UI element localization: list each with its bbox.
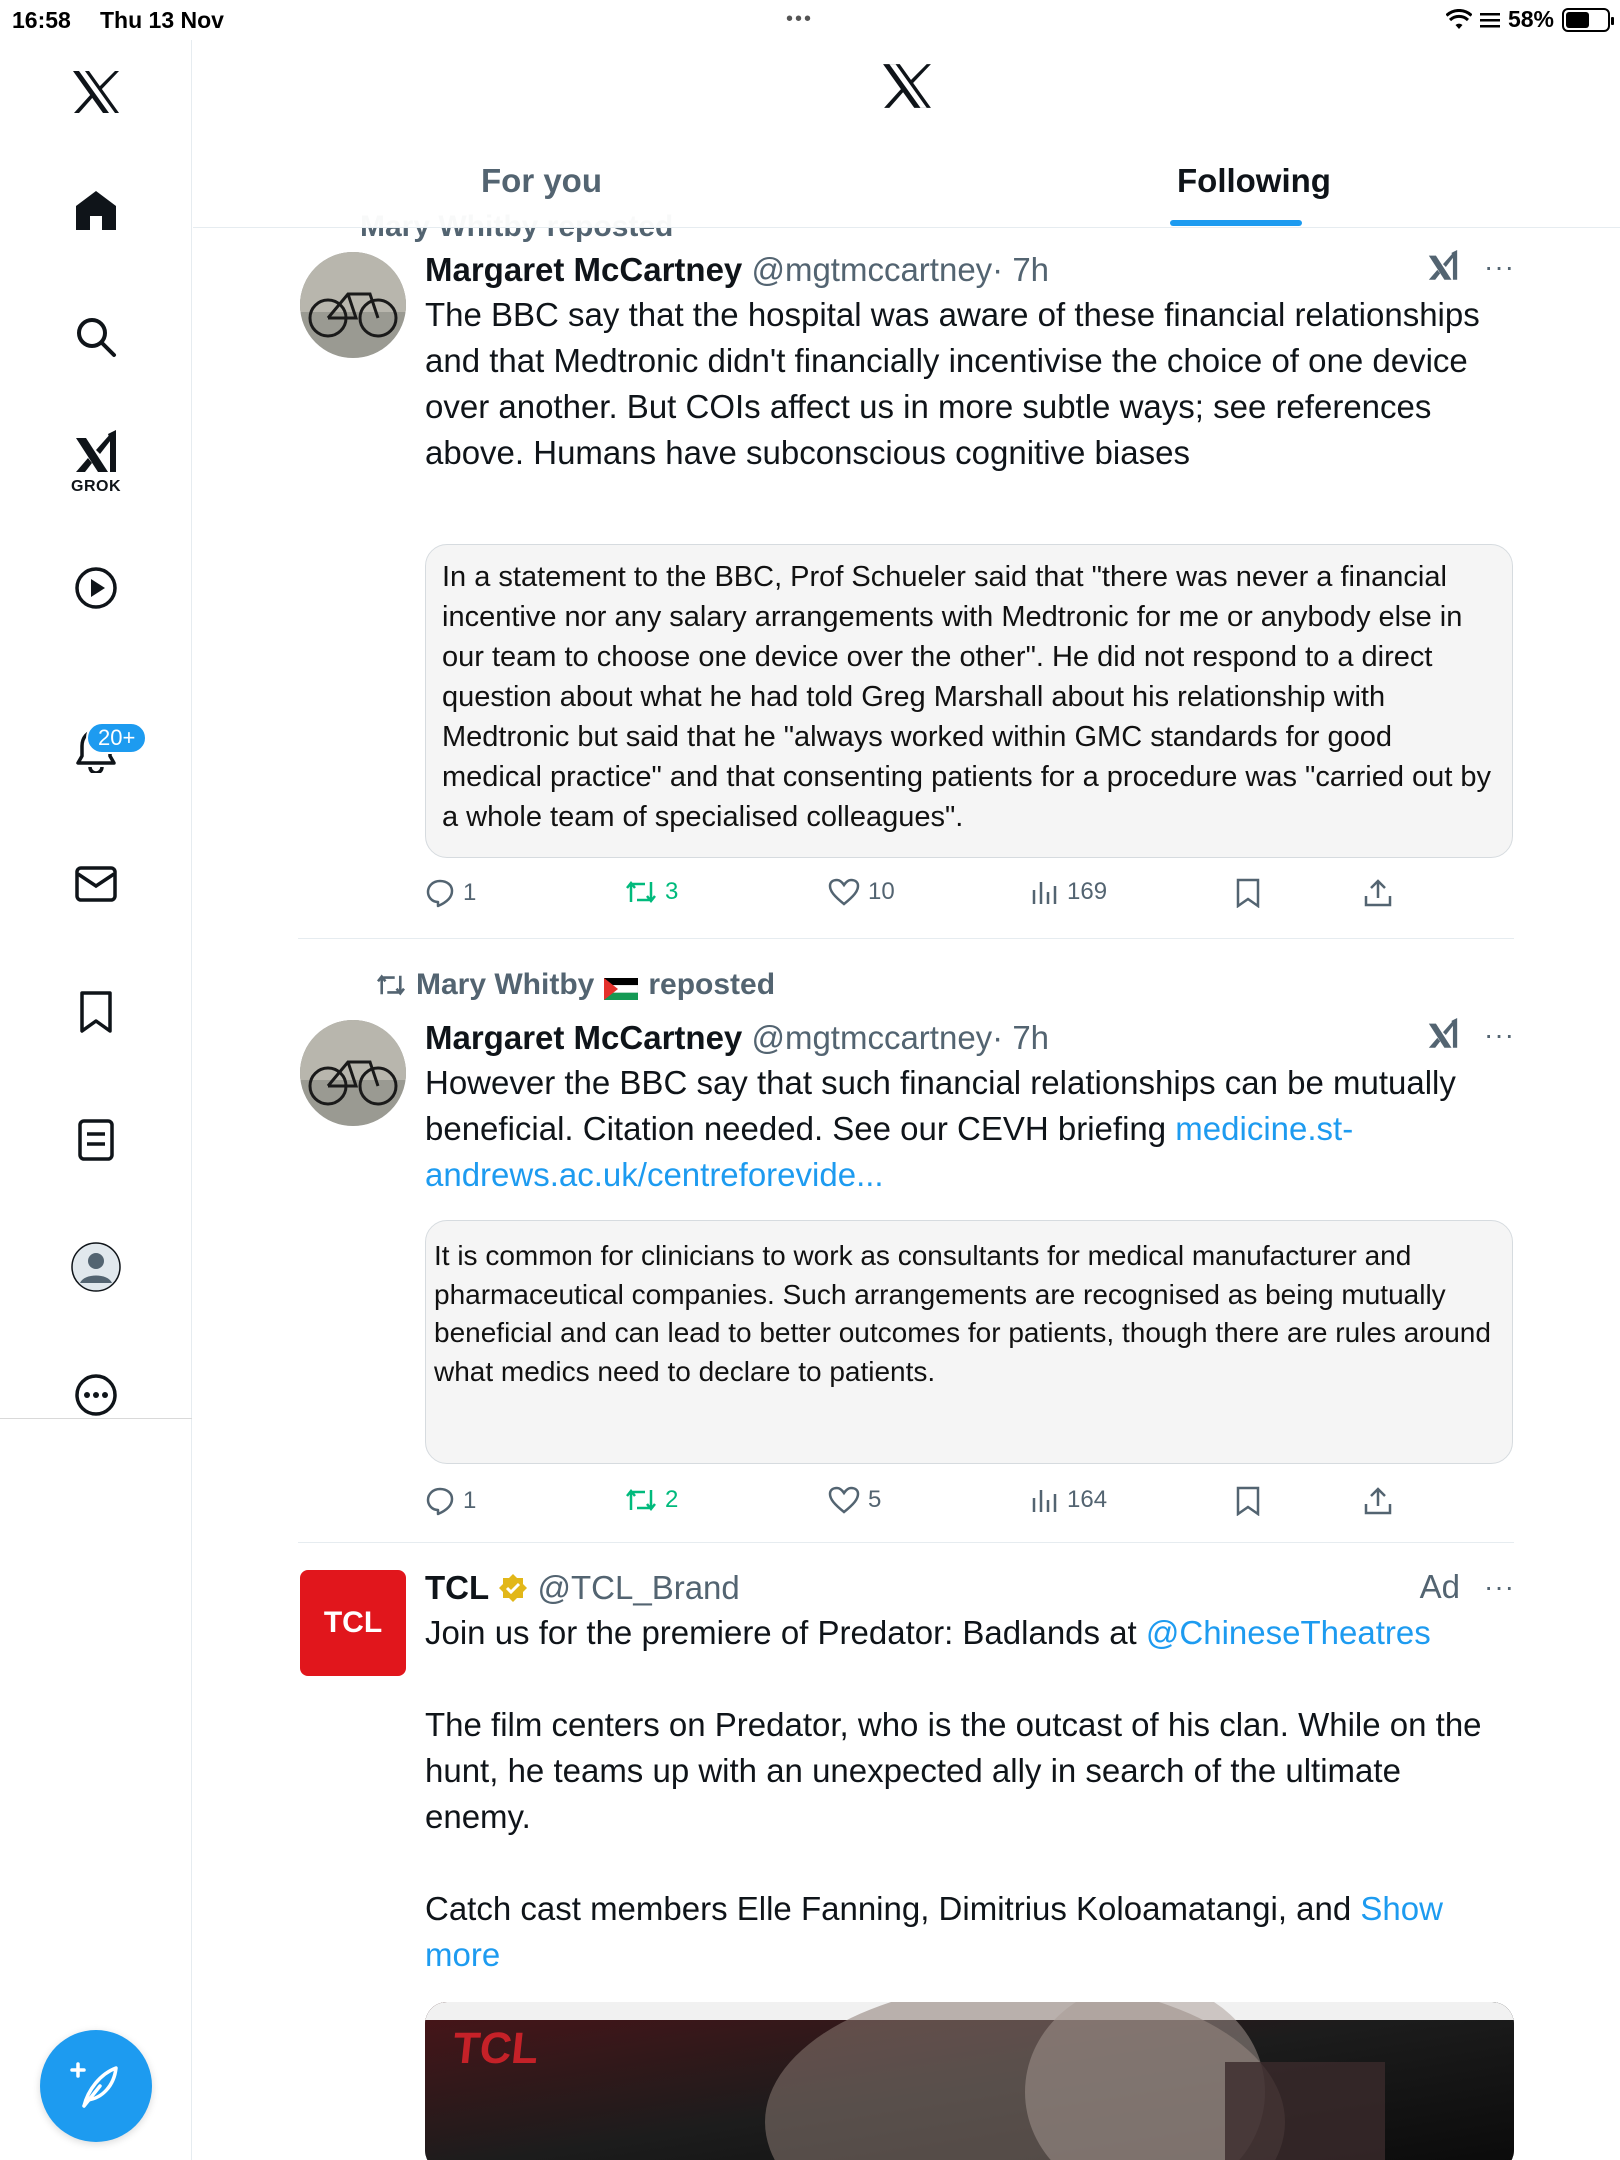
lists-icon[interactable] bbox=[66, 1110, 126, 1170]
bookmark-icon bbox=[1235, 1486, 1261, 1516]
tweet-separator bbox=[298, 1542, 1514, 1543]
tweet-more-icon[interactable]: ··· bbox=[1484, 1019, 1515, 1050]
grok-label: GROK bbox=[71, 478, 121, 495]
share-button[interactable] bbox=[1363, 1486, 1393, 1516]
tweet-more-icon[interactable]: ··· bbox=[1484, 1571, 1515, 1602]
ad-video-thumbnail[interactable] bbox=[425, 2002, 1514, 2160]
repost-small-icon bbox=[376, 972, 406, 998]
focus-list-icon bbox=[1480, 11, 1500, 29]
status-time: 16:58 bbox=[12, 7, 71, 33]
home-icon[interactable] bbox=[66, 180, 126, 240]
search-icon[interactable] bbox=[66, 307, 126, 367]
views-chart-icon bbox=[1031, 878, 1059, 906]
status-right bbox=[1446, 6, 1610, 33]
views-button[interactable] bbox=[1031, 1486, 1107, 1514]
wifi-icon bbox=[1446, 9, 1472, 31]
tweet-meta bbox=[425, 1016, 1515, 1060]
bookmarks-icon[interactable] bbox=[66, 982, 126, 1042]
video-play-icon[interactable] bbox=[66, 558, 126, 618]
tweet-actions bbox=[425, 878, 1515, 928]
grok-explain-icon[interactable] bbox=[1426, 1018, 1460, 1052]
palestine-flag-icon bbox=[604, 974, 638, 996]
profile-avatar-icon[interactable] bbox=[66, 1237, 126, 1297]
x-header-logo-icon[interactable] bbox=[881, 62, 933, 115]
view-count: 169 bbox=[1067, 878, 1108, 905]
tweet-text: The BBC say that the hospital was aware of these financial relationships and that Medtronic didn't financially incentivise the choice of one device over another. But COIs affect us in more subtle ways; see references above. Humans have subconscious cognitive biases bbox=[425, 296, 1480, 471]
tweet-time: · 7h bbox=[992, 251, 1050, 288]
media-tcl-text: TCL bbox=[450, 2024, 542, 2073]
bookmark-icon bbox=[1235, 878, 1261, 908]
author-handle[interactable]: @mgtmccartney bbox=[751, 1019, 993, 1056]
battery-percent: 58% bbox=[1507, 6, 1554, 32]
tweet-actions bbox=[425, 1486, 1515, 1536]
briefing-link[interactable]: medicine.st-andrews.ac.uk/centreforevide... bbox=[425, 1110, 1354, 1193]
tab-for-you[interactable]: For you bbox=[481, 162, 602, 199]
compose-feather-icon bbox=[70, 2060, 122, 2112]
sidebar-divider bbox=[0, 1418, 192, 1419]
views-chart-icon bbox=[1031, 1486, 1059, 1514]
author-name[interactable]: Margaret McCartney bbox=[425, 251, 743, 288]
like-count: 5 bbox=[868, 1486, 882, 1513]
ad-paragraph-2: The film centers on Predator, who is the outcast of his clan. While on the hunt, he teams up with an unexpected ally in search of the ultimate enemy. bbox=[425, 1706, 1482, 1835]
show-more-link[interactable]: Show more bbox=[425, 1890, 1443, 1973]
x-logo-icon[interactable] bbox=[66, 62, 126, 122]
multitasking-dots[interactable]: ••• bbox=[786, 8, 814, 30]
author-name[interactable]: Margaret McCartney bbox=[425, 1019, 743, 1056]
author-name[interactable]: TCL bbox=[425, 1569, 490, 1606]
ad-paragraph-3-text: Catch cast members Elle Fanning, Dimitrius Koloamatangi, and bbox=[425, 1890, 1361, 1927]
ad-line-1-text: Join us for the premiere of Predator: Badlands at bbox=[425, 1614, 1146, 1651]
reply-button[interactable] bbox=[425, 878, 476, 908]
reposted-by-name[interactable]: Mary Whitby bbox=[416, 968, 595, 1001]
reposted-label: reposted bbox=[648, 968, 776, 1001]
grok-explain-icon[interactable] bbox=[1426, 250, 1460, 284]
tweet-more-icon[interactable]: ··· bbox=[1484, 251, 1515, 282]
author-handle[interactable]: @TCL_Brand bbox=[537, 1569, 740, 1606]
author-handle[interactable]: @mgtmccartney bbox=[751, 251, 993, 288]
tab-following[interactable]: Following bbox=[1177, 162, 1331, 199]
more-options-icon[interactable] bbox=[66, 1365, 126, 1425]
ad-paragraph-3 bbox=[425, 1886, 1515, 1978]
notifications-badge: 20+ bbox=[86, 722, 147, 754]
author-avatar[interactable] bbox=[300, 1020, 406, 1126]
share-upload-icon bbox=[1363, 878, 1393, 908]
reply-count: 1 bbox=[463, 1487, 477, 1514]
chinese-theatres-mention[interactable]: @ChineseTheatres bbox=[1145, 1614, 1431, 1651]
repost-button[interactable] bbox=[625, 878, 678, 906]
tcl-avatar[interactable] bbox=[300, 1570, 406, 1676]
views-button[interactable] bbox=[1031, 878, 1107, 906]
quoted-excerpt: It is common for clinicians to work as consultants for medical manufacturer and pharmaceutical companies. Such arrangements are recognised as being mutually beneficial and can lead to better outcomes for patients, though there are rules around what medics need to declare to patients. bbox=[425, 1220, 1513, 1464]
like-count: 10 bbox=[868, 878, 895, 905]
grok-icon[interactable] bbox=[66, 424, 126, 484]
reply-count: 1 bbox=[463, 879, 477, 906]
ad-text bbox=[425, 1610, 1515, 1978]
tweet-meta bbox=[425, 1566, 1515, 1610]
bookmark-button[interactable] bbox=[1235, 878, 1261, 908]
heart-icon bbox=[828, 878, 860, 906]
quoted-excerpt: In a statement to the BBC, Prof Schueler said that "there was never a financial incentive nor any salary arrangements with Medtronic for me or anybody else in our team to choose one device over the other". He did not respond to a direct question about what he had told Greg Marshall about his relationship with Medtronic but said that he "always worked within GMC standards for good medical practice" and that consenting patients for a procedure was "carried out by a whole team of specialised colleagues". bbox=[425, 544, 1513, 858]
active-tab-indicator bbox=[1170, 220, 1302, 226]
share-upload-icon bbox=[1363, 1486, 1393, 1516]
repost-button[interactable] bbox=[625, 1486, 678, 1514]
reply-icon bbox=[425, 1486, 455, 1516]
bookmark-button[interactable] bbox=[1235, 1486, 1261, 1516]
tcl-logo-text: TCL bbox=[323, 1606, 383, 1639]
sidebar bbox=[0, 40, 192, 2160]
share-button[interactable] bbox=[1363, 878, 1393, 908]
tweet-text bbox=[425, 1060, 1515, 1198]
status-bar bbox=[0, 0, 1620, 40]
ad-spacer bbox=[425, 1656, 1515, 1702]
heart-icon bbox=[828, 1486, 860, 1514]
repost-count: 3 bbox=[665, 878, 679, 905]
timeline-header bbox=[193, 40, 1620, 228]
battery-icon bbox=[1562, 8, 1610, 32]
like-button[interactable] bbox=[828, 1486, 881, 1514]
tweet-meta bbox=[425, 248, 1515, 292]
ad-line-1 bbox=[425, 1610, 1515, 1656]
repost-icon bbox=[625, 1486, 657, 1514]
ad-spacer bbox=[425, 1840, 1515, 1886]
reply-button[interactable] bbox=[425, 1486, 476, 1516]
repost-icon bbox=[625, 878, 657, 906]
repost-count: 2 bbox=[665, 1486, 679, 1513]
verified-gold-badge-icon bbox=[498, 1573, 528, 1603]
status-date: Thu 13 Nov bbox=[100, 7, 224, 33]
author-avatar[interactable] bbox=[300, 252, 406, 358]
ad-label: Ad bbox=[1419, 1568, 1461, 1605]
tweet-separator bbox=[298, 938, 1514, 939]
reply-icon bbox=[425, 878, 455, 908]
tweet-time: · 7h bbox=[992, 1019, 1050, 1056]
repost-context[interactable] bbox=[376, 968, 775, 1002]
compose-post-button[interactable] bbox=[40, 2030, 152, 2142]
tweet-text-body: However the BBC say that such financial relationships can be mutually beneficial. Citation needed. See our CEVH briefing bbox=[425, 1064, 1456, 1147]
view-count: 164 bbox=[1067, 1486, 1108, 1513]
like-button[interactable] bbox=[828, 878, 895, 906]
messages-envelope-icon[interactable] bbox=[66, 854, 126, 914]
